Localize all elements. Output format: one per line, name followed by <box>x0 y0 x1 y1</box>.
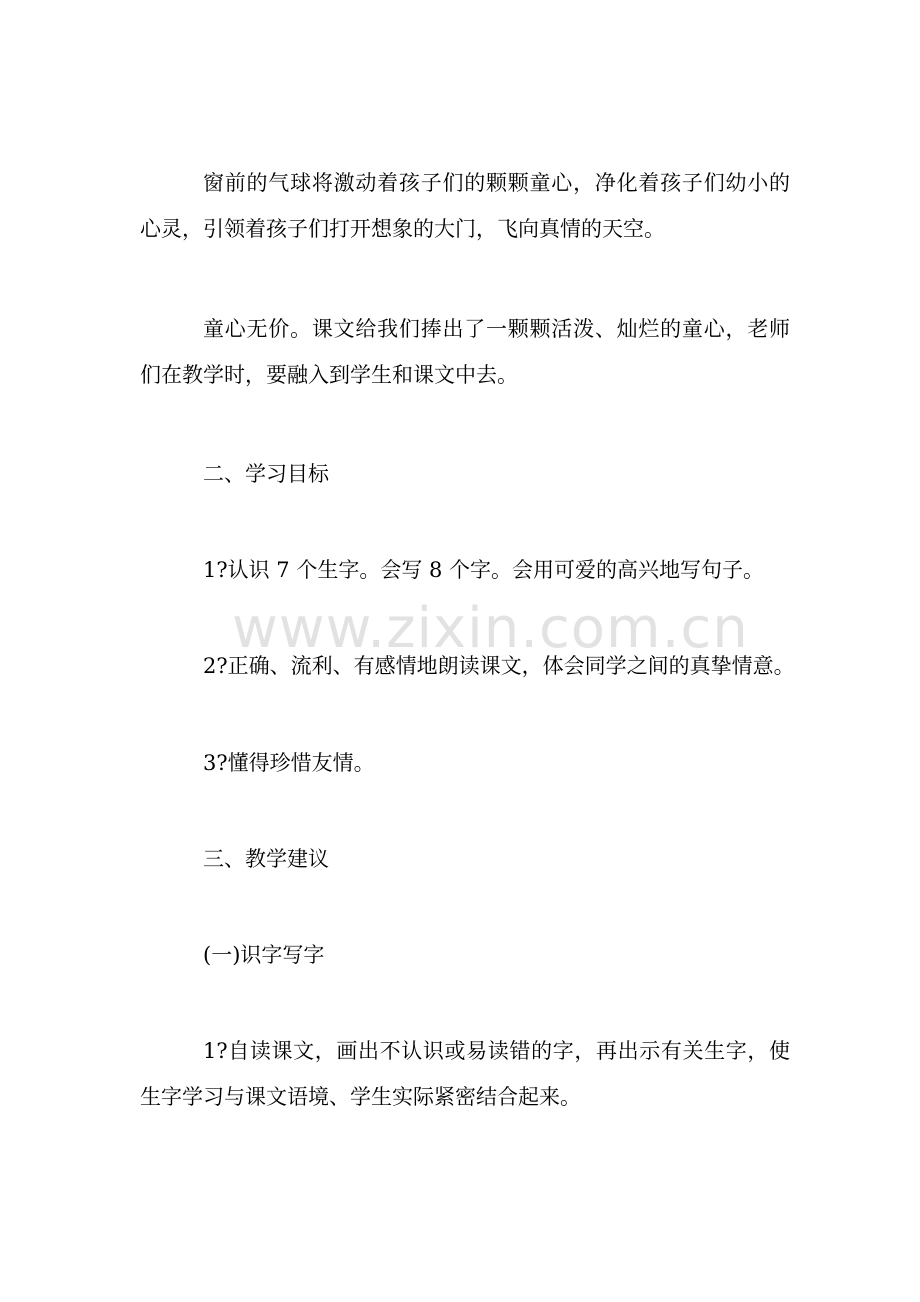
subheading-literacy-writing: (一)识字写字 <box>203 943 325 967</box>
paragraph-balloon: 窗前的气球将激动着孩子们的颗颗童心，净化着孩子们幼小的心灵，引领着孩子们打开想象的大门，飞向真情的天空。 <box>140 171 790 241</box>
heading-teaching-suggestions: 三、教学建议 <box>203 847 329 871</box>
goal-item-3: 3?懂得珍惜友情。 <box>203 751 375 775</box>
goal-item-1: 1?认识 7 个生字。会写 8 个字。会用可爱的高兴地写句子。 <box>203 558 765 582</box>
paragraph-childlike-heart: 童心无价。课文给我们捧出了一颗颗活泼、灿烂的童心，老师们在教学时，要融入到学生和课文中去。 <box>140 317 790 387</box>
paragraph-self-reading: 1?自读课文，画出不认识或易读错的字，再出示有关生字，使生字学习与课文语境、学生实际紧密结合起来。 <box>140 1039 790 1109</box>
goal-item-2: 2?正确、流利、有感情地朗读课文，体会同学之间的真挚情意。 <box>203 654 795 678</box>
heading-learning-goals: 二、学习目标 <box>203 462 329 486</box>
site-watermark: www.zixin.com.cn <box>232 596 749 661</box>
